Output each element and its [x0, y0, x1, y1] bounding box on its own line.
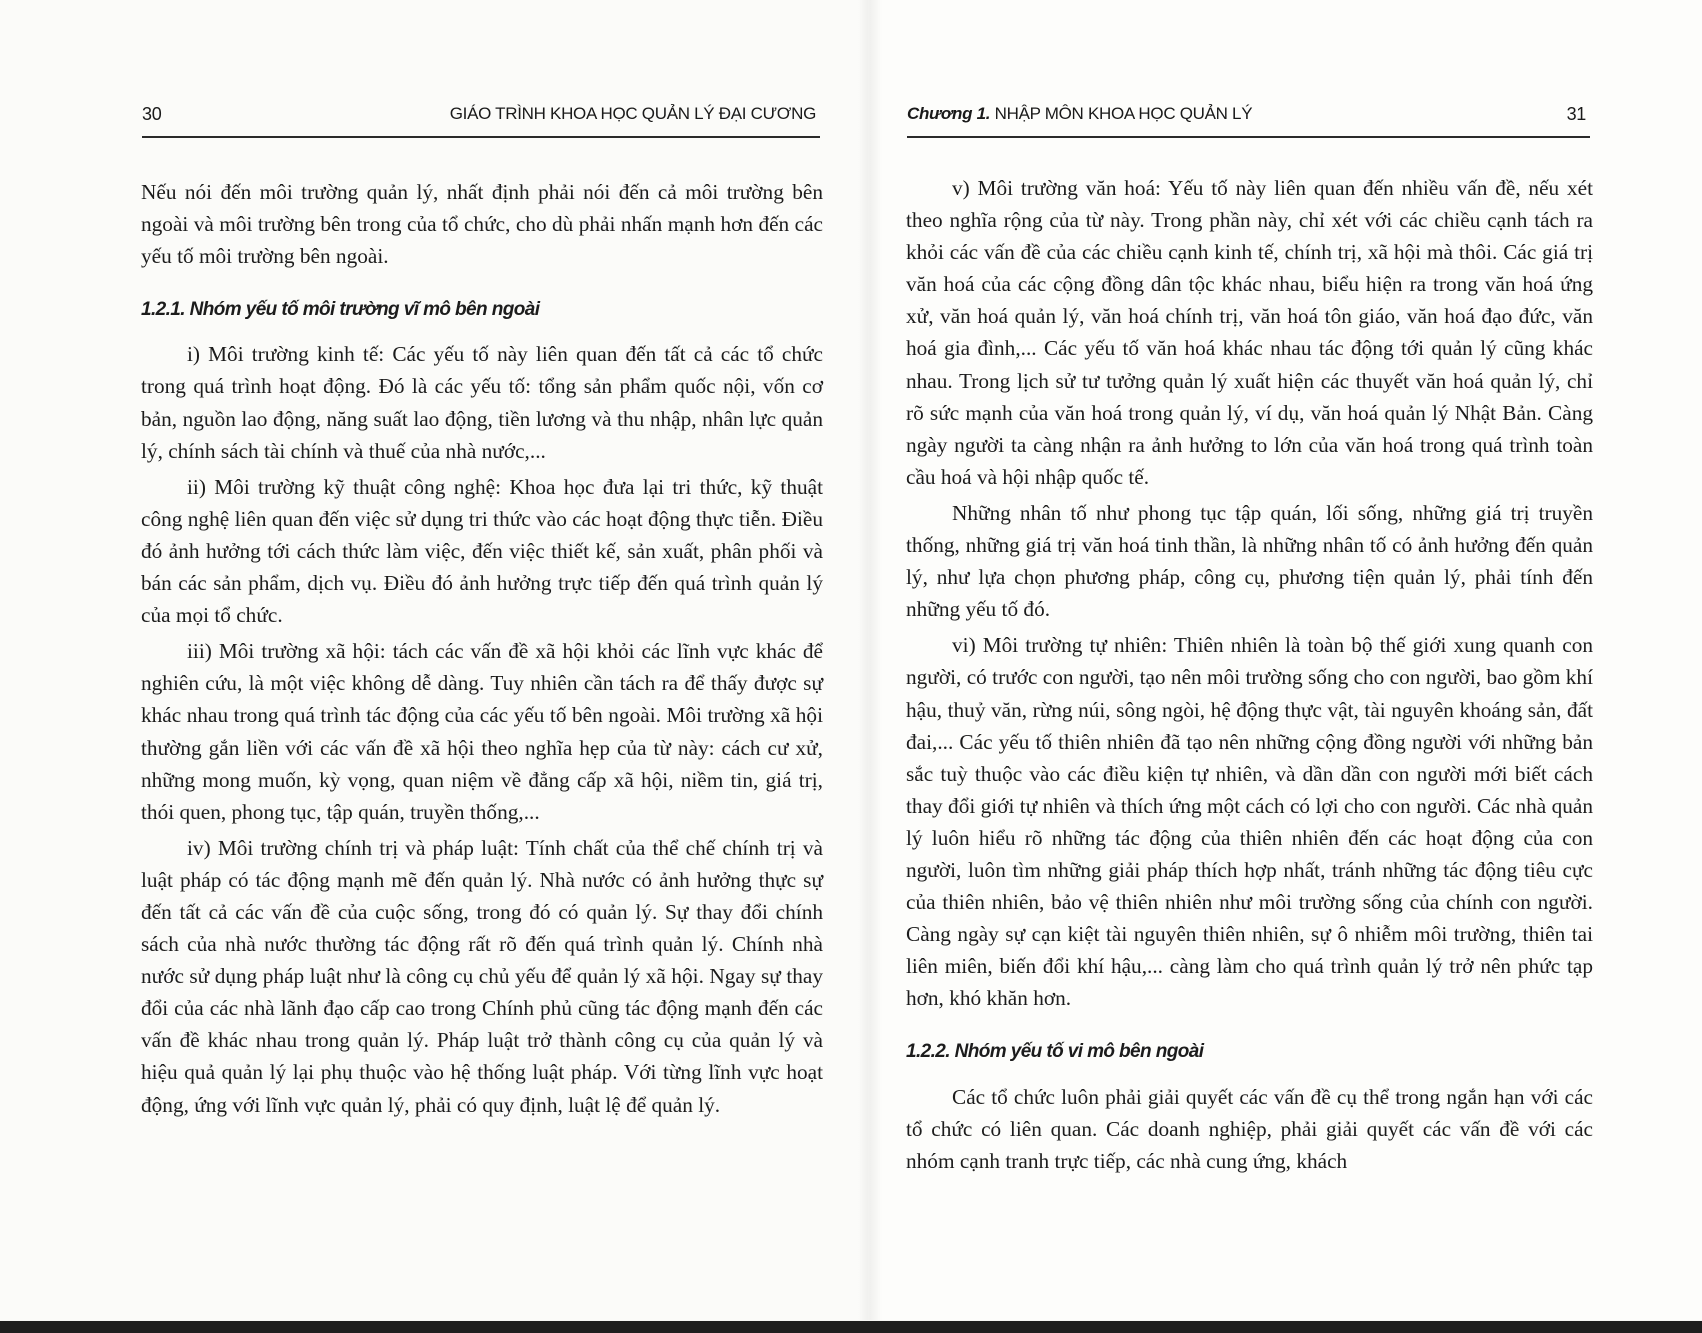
right-header-title	[907, 104, 1252, 124]
paragraph-economic-environment: i) Môi trường kinh tế: Các yếu tố này liên quan đến tất cả các tổ chức trong quá trình hoạt động. Đó là các yếu tố: tổng sản phẩm quốc nội, vốn cơ bản, nguồn lao động, năng suất lao động, tiền lương và thu nhập, nhân lực quản lý, chính sách tài chính và thuế của nhà nước,...	[141, 342, 823, 463]
chapter-title: NHẬP MÔN KHOA HỌC QUẢN LÝ	[994, 104, 1253, 123]
scan-bottom-edge	[0, 1321, 1702, 1333]
paragraph-political-legal-environment: iv) Môi trường chính trị và pháp luật: Tính chất của thể chế chính trị và luật pháp có tác động mạnh mẽ đến quản lý. Nhà nước có ảnh hưởng thực sự đến tất cả các vấn đề của cuộc sống, trong đó có quản lý. Sự thay đổi chính sách của nhà nước thường tác động rất rõ đến quá trình quản lý. Chính nhà nước sử dụng pháp luật như là công cụ chủ yếu để quản lý xã hội. Ngay sự thay đổi của các nhà lãnh đạo cấp cao trong Chính phủ cũng tác động mạnh đến các vấn đề khác nhau trong quản lý. Pháp luật trở thành công cụ của quản lý và hiệu quả quản lý lại phụ thuộc vào hệ thống luật pháp. Với từng lĩnh vực hoạt động, ứng với lĩnh vực quản lý, phải có quy định, luật lệ để quản lý.	[141, 835, 823, 1117]
paragraph-social-environment: iii) Môi trường xã hội: tách các vấn đề xã hội khỏi các lĩnh vực khác để nghiên cứu, là một việc không dễ dàng. Tuy nhiên cần tách ra để thấy được sự khác nhau trong quá trình tác động của các yếu tố bên ngoài. Môi trường xã hội thường gắn liền với các vấn đề xã hội theo nghĩa hẹp của từ này: cách cư xử, những mong muốn, kỳ vọng, quan niệm về đẳng cấp xã hội, niềm tin, giá trị, thói quen, phong tục, tập quán, truyền thống,...	[141, 639, 823, 824]
intro-paragraph: Nếu nói đến môi trường quản lý, nhất định phải nói đến cả môi trường bên ngoài và môi trường bên trong của tổ chức, cho dù phải nhấn mạnh hơn đến các yếu tố môi trường bên ngoài.	[141, 180, 823, 269]
right-page-number: 31	[1566, 104, 1586, 124]
paragraph-technology-environment: ii) Môi trường kỹ thuật công nghệ: Khoa học đưa lại tri thức, kỹ thuật công nghệ liên quan đến việc sử dụng tri thức vào các hoạt động thực tiễn. Điều đó ảnh hưởng tới cách thức làm việc, đến việc thiết kế, sản xuất, phân phối và bán các sản phẩm, dịch vụ. Điều đó ảnh hưởng trực tiếp đến quá trình quản lý của mọi tổ chức.	[141, 474, 823, 628]
paragraph-natural-environment: vi) Môi trường tự nhiên: Thiên nhiên là toàn bộ thế giới xung quanh con người, có trước con người, tạo nên môi trường sống cho con người, bao gồm khí hậu, thuỷ văn, rừng núi, sông ngòi, hệ động thực vật, tài nguyên khoáng sản, đất đai,... Các yếu tố thiên nhiên đã tạo nên những cộng đồng người với những bản sắc tuỳ thuộc vào các điều kiện tự nhiên, và dần dần con người mới biết cách thay đổi giới tự nhiên và thích ứng một cách có lợi cho con người. Các nhà quản lý luôn hiểu rõ những tác động của thiên nhiên đến các hoạt động của con người, luôn tìm những giải pháp thích hợp nhất, tránh những tác động tiêu cực của thiên nhiên, bảo vệ thiên nhiên như môi trường sống của chính con người. Càng ngày sự cạn kiệt tài nguyên thiên nhiên, sự ô nhiễm môi trường, thiên tai liên miên, biến đổi khí hậu,... càng làm cho quá trình quản lý trở nên phức tạp hơn, khó khăn hơn.	[906, 633, 1593, 1011]
right-page	[868, 0, 1702, 1320]
left-page-number: 30	[142, 104, 162, 124]
paragraph-cultural-environment: v) Môi trường văn hoá: Yếu tố này liên quan đến nhiều vấn đề, nếu xét theo nghĩa rộng của từ này. Trong phần này, chỉ xét với các chiều cạnh tách ra khỏi các vấn đề của các chiều cạnh kinh tế, chính trị, xã hội mà thôi. Các giá trị văn hoá của các cộng đồng dân tộc khác nhau, biểu hiện ra trong văn hoá ứng xử, văn hoá quản lý, văn hoá chính trị, văn hoá tôn giáo, văn hoá đạo đức, văn hoá gia đình,... Các yếu tố văn hoá khác nhau tác động tới quản lý cũng khác nhau. Trong lịch sử tư tưởng quản lý xuất hiện các thuyết văn hoá quản lý, chỉ rõ sức mạnh của văn hoá trong quản lý, ví dụ, văn hoá quản lý Nhật Bản. Càng ngày người ta càng nhận ra ảnh hưởng to lớn của văn hoá trong quá trình toàn cầu hoá và hội nhập quốc tế.	[906, 176, 1593, 489]
paragraph-micro-factors: Các tổ chức luôn phải giải quyết các vấn đề cụ thể trong ngắn hạn với các tổ chức có liên quan. Các doanh nghiệp, phải giải quyết các vấn đề với các nhóm cạnh tranh trực tiếp, các nhà cung ứng, khách	[906, 1084, 1593, 1173]
left-header-title: GIÁO TRÌNH KHOA HỌC QUẢN LÝ ĐẠI CƯƠNG	[449, 104, 816, 123]
section-heading-1-2-1: 1.2.1. Nhóm yếu tố môi trường vĩ mô bên ngoài	[141, 299, 540, 321]
book-gutter	[858, 0, 882, 1320]
chapter-label: Chương 1.	[907, 104, 991, 123]
right-running-header	[907, 100, 1590, 138]
left-page-body	[141, 176, 823, 1125]
left-running-header	[142, 100, 820, 138]
section-heading-1-2-2: 1.2.2. Nhóm yếu tố vi mô bên ngoài	[906, 1041, 1204, 1063]
right-page-body	[906, 172, 1593, 1181]
paragraph-customs-values: Những nhân tố như phong tục tập quán, lối sống, những giá trị truyền thống, những giá trị văn hoá tinh thần, là những nhân tố có ảnh hưởng đến quản lý, như lựa chọn phương pháp, công cụ, phương tiện quản lý, phải tính đến những yếu tố đó.	[906, 500, 1593, 622]
